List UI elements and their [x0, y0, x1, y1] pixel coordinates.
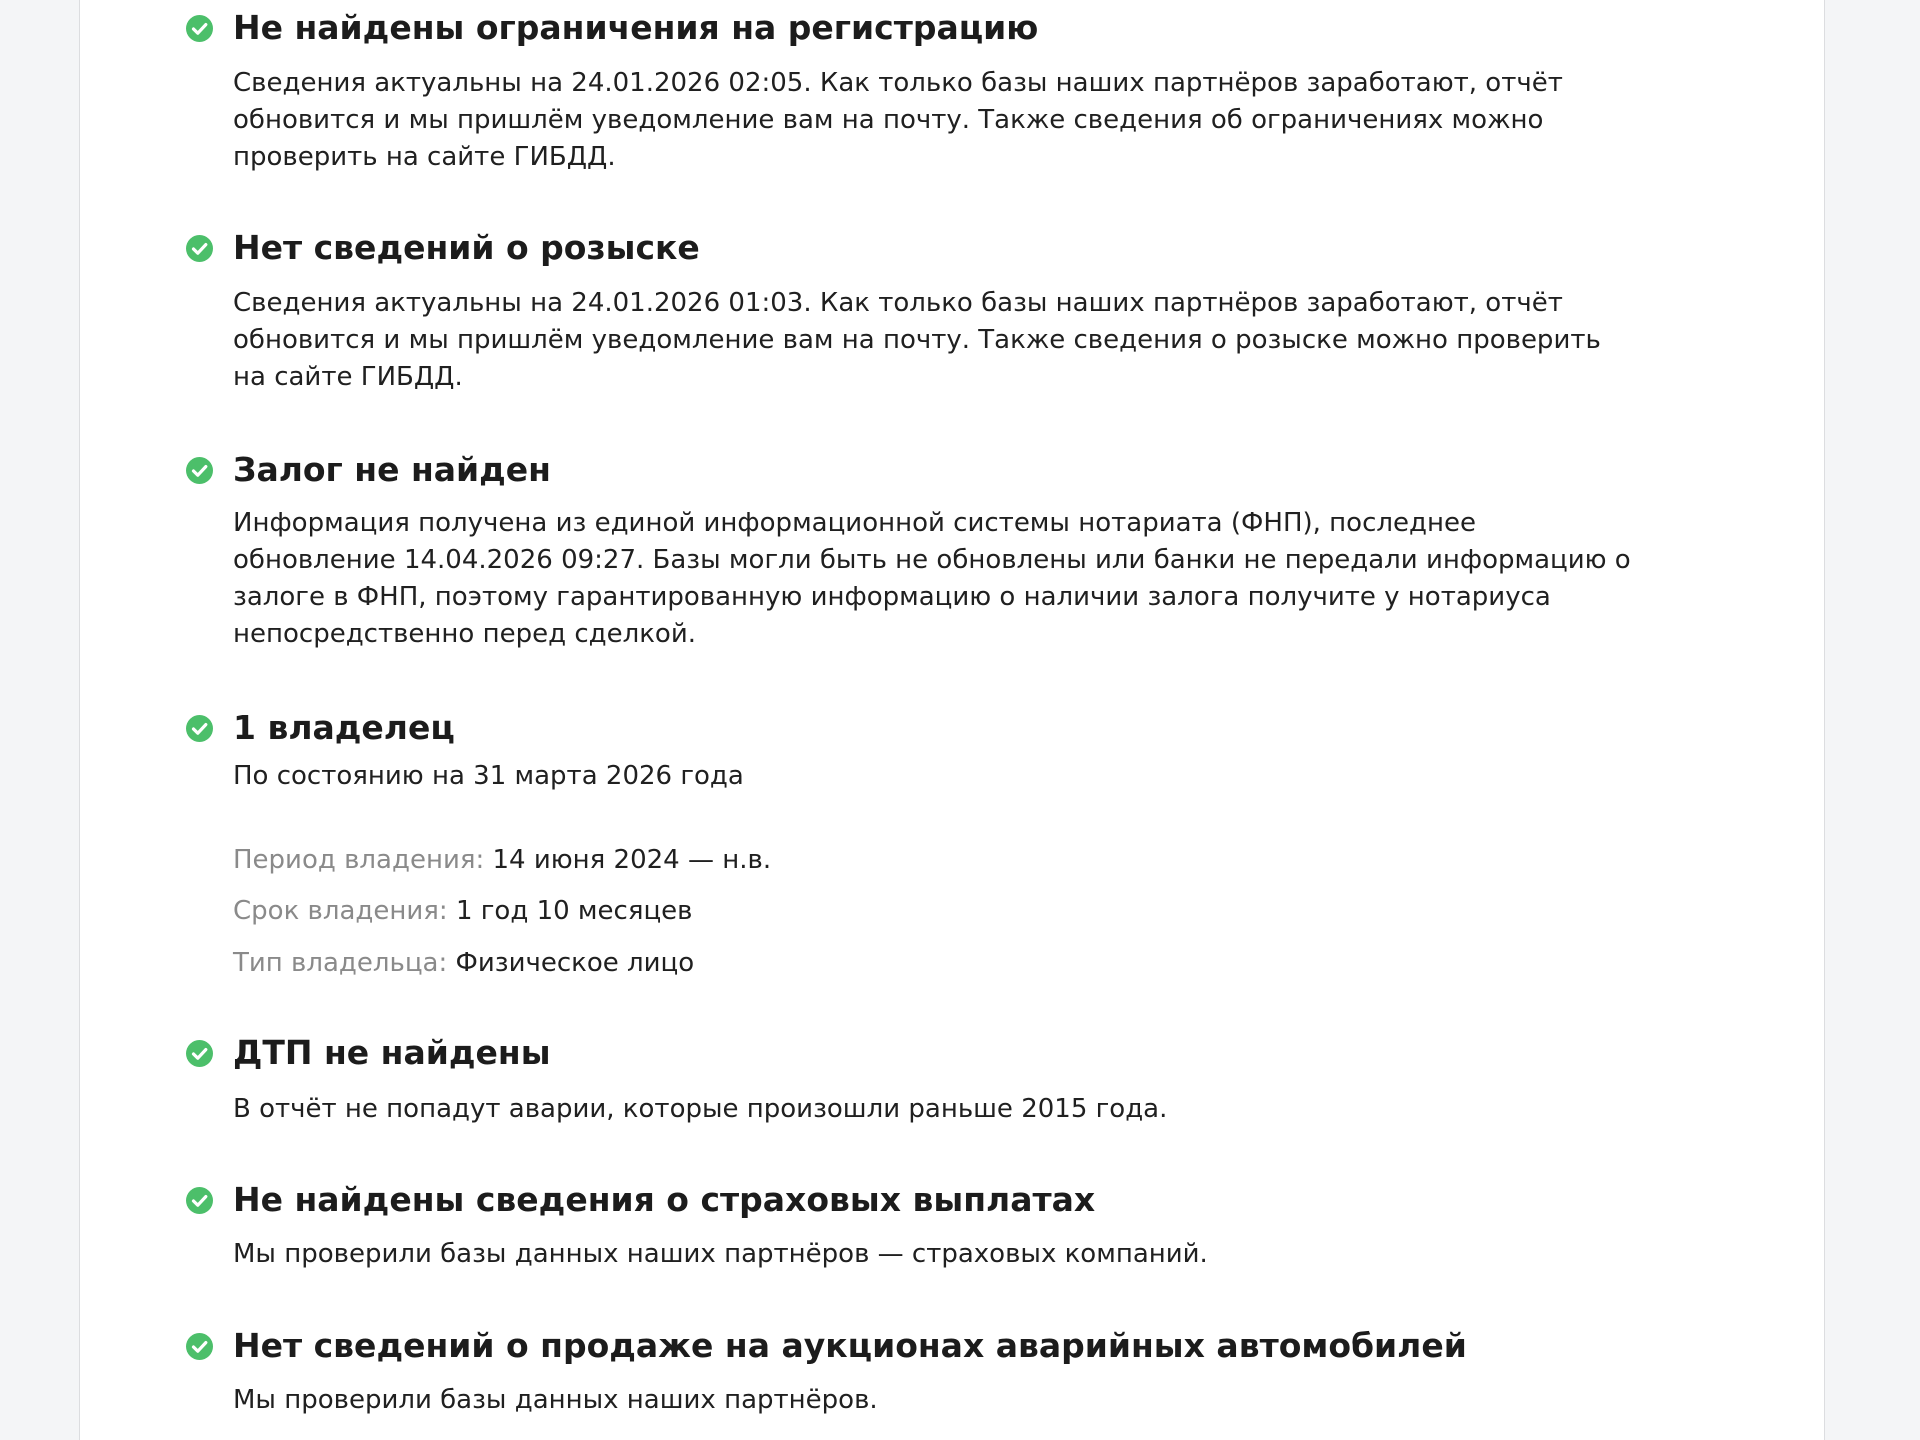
check-title: Не найдены сведения о страховых выплатах — [233, 1180, 1096, 1219]
check-circle-icon — [186, 1040, 213, 1067]
description-line: По состоянию на 31 марта 2026 года — [233, 761, 744, 791]
check-description — [233, 65, 1713, 176]
check-title: Нет сведений о продаже на аукционах аварийных автомобилей — [233, 1326, 1467, 1365]
description-line: Сведения актуальны на 24.01.2026 01:03. Как только базы наших партнёров заработают, отчёт — [233, 288, 1563, 318]
check-circle-icon — [186, 457, 213, 484]
owner-detail-duration — [233, 894, 692, 928]
description-line: Мы проверили базы данных наших партнёров. — [233, 1385, 878, 1415]
description-line: обновление 14.04.2026 09:27. Базы могли быть не обновлены или банки не передали информацию о — [233, 545, 1631, 575]
description-line: обновится и мы пришлём уведомление вам на почту. Также сведения о розыске можно проверить — [233, 325, 1601, 355]
check-circle-icon — [186, 235, 213, 262]
check-title: Не найдены ограничения на регистрацию — [233, 8, 1039, 47]
description-line: В отчёт не попадут аварии, которые произошли раньше 2015 года. — [233, 1094, 1168, 1124]
description-line: на сайте ГИБДД. — [233, 362, 463, 392]
detail-label: Срок владения: — [233, 896, 448, 926]
check-description — [233, 758, 1713, 795]
description-line: проверить на сайте ГИБДД. — [233, 142, 616, 172]
check-description — [233, 505, 1713, 653]
owner-detail-type — [233, 946, 694, 980]
check-description — [233, 1091, 1713, 1128]
check-circle-icon — [186, 1187, 213, 1214]
description-line: Информация получена из единой информационной системы нотариата (ФНП), последнее — [233, 508, 1476, 538]
description-line: залоге в ФНП, поэтому гарантированную информацию о наличии залога получите у нотариуса — [233, 582, 1551, 612]
detail-value: 1 год 10 месяцев — [447, 896, 693, 926]
check-title: Залог не найден — [233, 450, 551, 489]
check-title: Нет сведений о розыске — [233, 228, 700, 267]
check-circle-icon — [186, 15, 213, 42]
detail-label: Тип владельца: — [233, 948, 448, 978]
check-description — [233, 285, 1713, 396]
check-circle-icon — [186, 715, 213, 742]
check-title: 1 владелец — [233, 708, 455, 747]
detail-value: 14 июня 2024 — н.в. — [484, 845, 772, 875]
report-card — [79, 0, 1825, 1440]
description-line: непосредственно перед сделкой. — [233, 619, 696, 649]
check-description — [233, 1382, 1713, 1419]
check-description — [233, 1236, 1713, 1273]
detail-label: Период владения: — [233, 845, 485, 875]
detail-value: Физическое лицо — [447, 948, 695, 978]
description-line: обновится и мы пришлём уведомление вам на почту. Также сведения об ограничениях можно — [233, 105, 1544, 135]
description-line: Мы проверили базы данных наших партнёров — страховых компаний. — [233, 1239, 1208, 1269]
check-circle-icon — [186, 1333, 213, 1360]
owner-detail-period — [233, 843, 771, 877]
check-title: ДТП не найдены — [233, 1033, 551, 1072]
description-line: Сведения актуальны на 24.01.2026 02:05. Как только базы наших партнёров заработают, отчёт — [233, 68, 1563, 98]
